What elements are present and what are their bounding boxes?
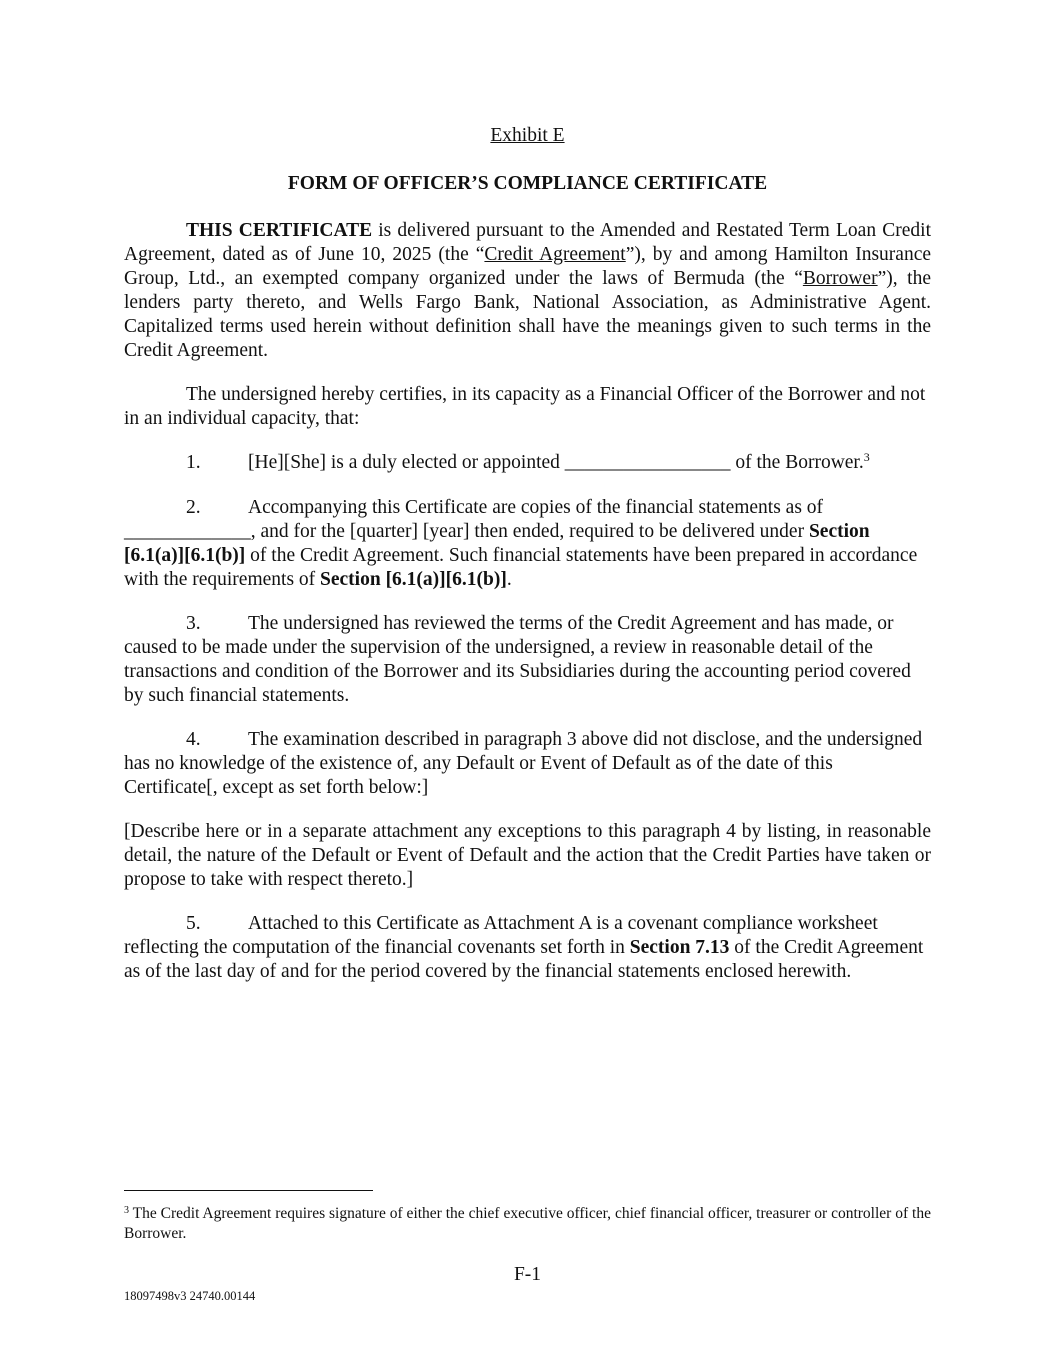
item-number: 1. <box>186 452 201 473</box>
page-number: F-1 <box>513 1264 542 1285</box>
footnote-marker: 3 <box>124 1205 129 1216</box>
item-4: 4. The examination described in paragraph 3 above did not disclose, and the undersigned has no knowledge of the existence of, any Default or Event of Default as of the date of this Certificate[, except as set forth below:] <box>124 729 923 798</box>
exhibit-text: Exhibit E <box>490 125 565 146</box>
item-1: 1. [He][She] is a duly elected or appointed _________________ of the Borrower.$^3$ <box>186 450 870 473</box>
item-2: 2. Accompanying this Certificate are copies of the financial statements as of _____________, and for the [quarter] [year] then ended, required to be delivered under Section [6.1(a)][6.1(b)] of the Credit Agreement. Such financial statements have been prepared in accordance with the requirements of Section [6.1(a)][6.1(b)]. <box>124 497 918 590</box>
footnote-divider <box>124 1190 373 1191</box>
item-3: 3. The undersigned has reviewed the terms of the Credit Agreement and has made, or caused to be made under the supervision of the undersigned, a review in reasonable detail of the transactions and condition of the Borrower and its Subsidiaries during the accounting period covered by such financial statements. <box>124 613 911 706</box>
document-title <box>124 172 931 196</box>
exhibit-label <box>124 124 931 148</box>
title-text: FORM OF OFFICER’S COMPLIANCE CERTIFICATE <box>287 173 768 194</box>
item-5: 5. Attached to this Certificate as Attachment A is a covenant compliance worksheet reflecting the computation of the financial covenants set forth in Section 7.13 of the Credit Agreement as of the last day of and for the period covered by the financial statements enclosed herewith. <box>124 913 924 982</box>
section-reference: Section [6.1(a)][6.1(b)] <box>320 569 507 590</box>
intro-paragraph: THIS CERTIFICATE is delivered pursuant to the Amended and Restated Term Loan Credit Agreement, dated as of June 10, 2025 (the “Credit Agreement”), by and among Hamilton Insurance Group, Ltd., an exempted company organized under the laws of Bermuda (the “Borrower”), the lenders party thereto, and Wells Fargo Bank, National Association, as Administrative Agent. Capitalized terms used herein without definition shall have the meanings given to such terms in the Credit Agreement. <box>124 220 932 361</box>
document-id: 18097498v3 24740.00144 <box>124 1289 256 1303</box>
item-number: 2. <box>186 497 201 518</box>
defined-term-credit-agreement: Credit Agreement <box>484 244 626 265</box>
item-number: 3. <box>186 613 201 634</box>
defined-term-borrower: Borrower <box>802 268 878 289</box>
item-number: 4. <box>186 729 201 750</box>
footnote: $^3$ The Credit Agreement requires signature of either the chief executive officer, chief financial officer, treasurer or controller of the Borrower. <box>124 1205 931 1242</box>
section-reference: Section [6.1(a)][6.1(b)] <box>124 521 870 566</box>
item-number: 5. <box>186 913 201 934</box>
describe-paragraph: [Describe here or in a separate attachment any exceptions to this paragraph 4 by listing, in reasonable detail, the nature of the Default or Event of Default and the action that the Credit Parties have taken or propose to take with respect thereto.] <box>124 821 931 890</box>
intro-lead: THIS CERTIFICATE <box>186 220 373 241</box>
section-reference: Section 7.13 <box>629 937 730 958</box>
certifies-paragraph: The undersigned hereby certifies, in its capacity as a Financial Officer of the Borrower and not in an individual capacity, that: <box>124 384 926 429</box>
footnote-reference: 3 <box>863 450 870 464</box>
